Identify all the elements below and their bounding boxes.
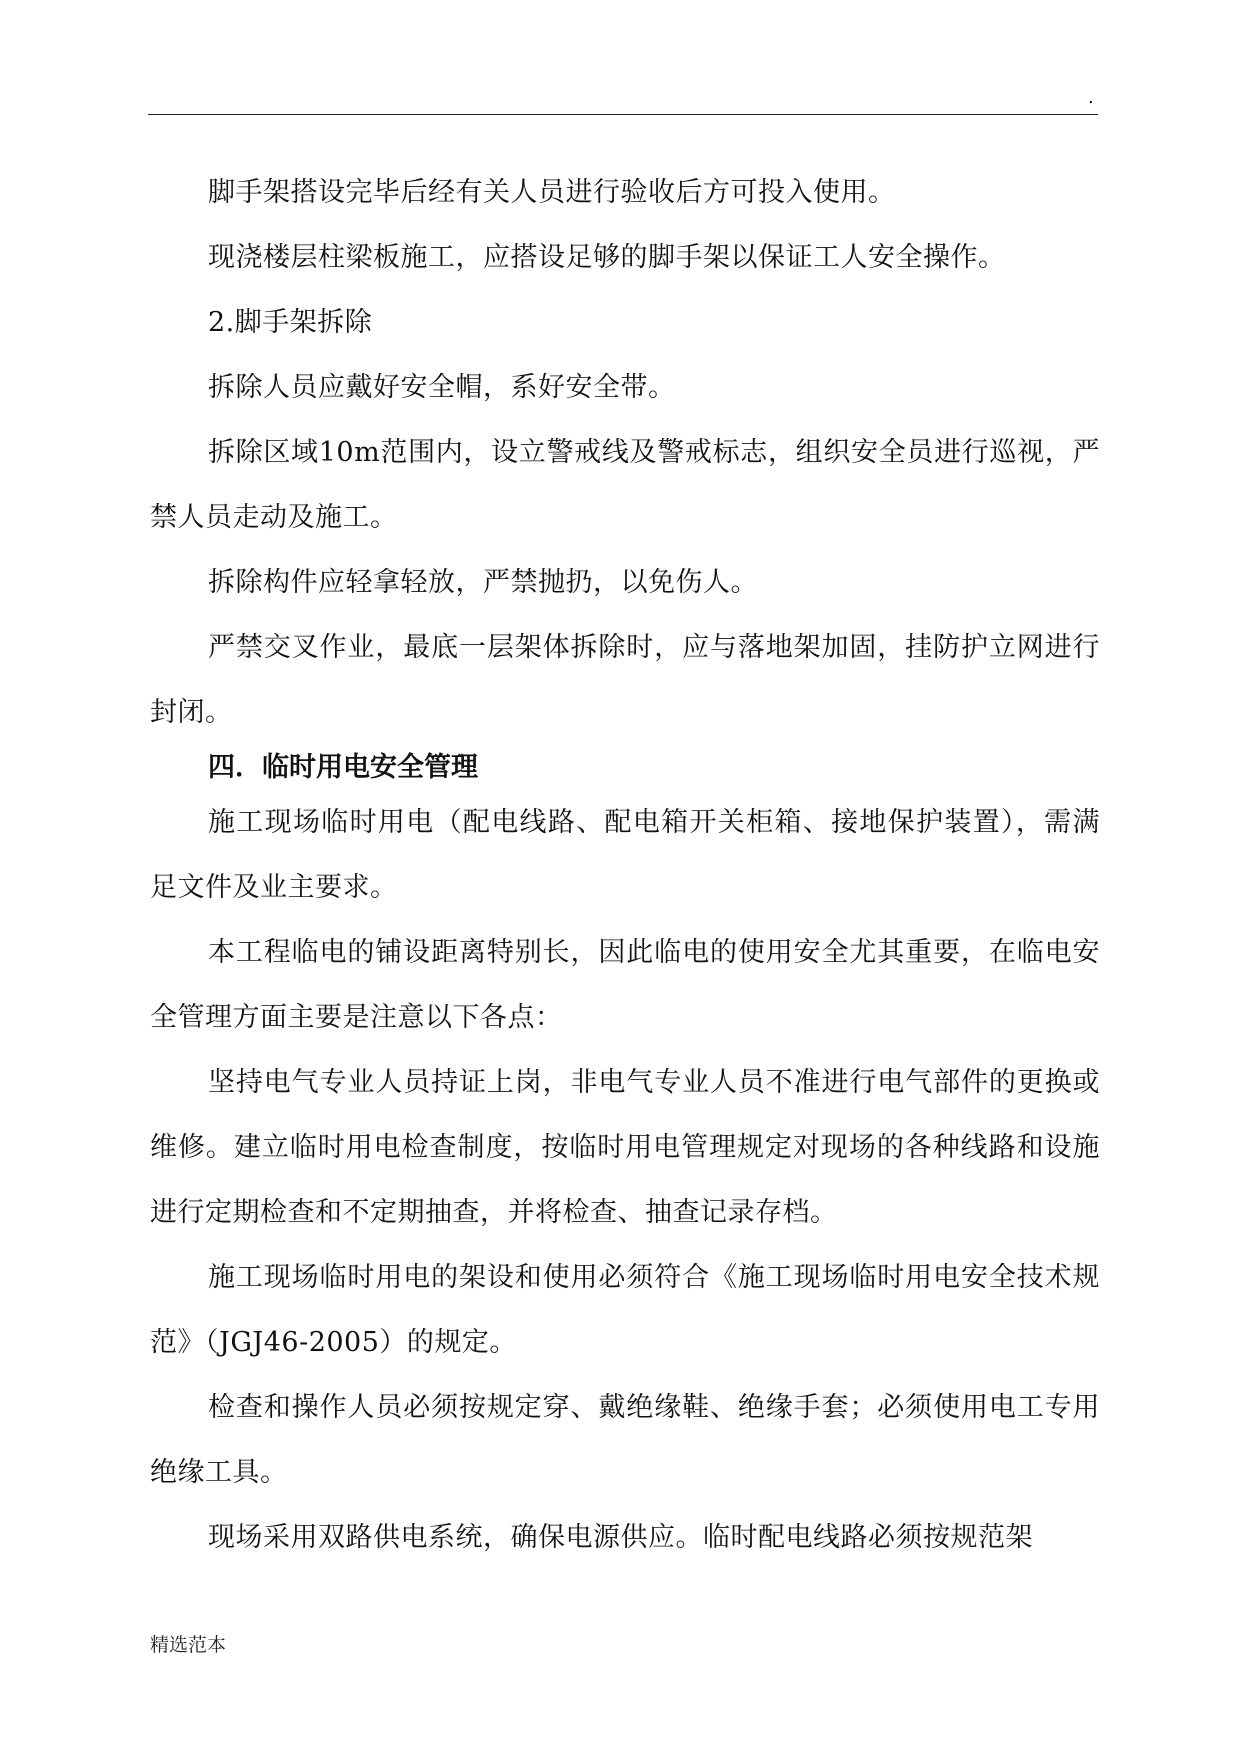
paragraph-temporary-power: 施工现场临时用电（配电线路、配电箱开关柜箱、接地保护装置），需满足文件及业主要求。: [150, 807, 1100, 903]
paragraph-standard-compliance: 施工现场临时用电的架设和使用必须符合《施工现场临时用电安全技术规范》（JGJ46-2005）的规定。: [150, 1262, 1100, 1358]
paragraph-dual-supply: 现场采用双路供电系统，确保电源供应。临时配电线路必须按规范架: [208, 1522, 1033, 1553]
section-heading-electricity: 四．临时用电安全管理: [208, 752, 478, 783]
header-mark: .: [1088, 87, 1094, 108]
paragraph-power-distance: 本工程临电的铺设距离特别长，因此临电的使用安全尤其重要，在临电安全管理方面主要是注意以下各点：: [150, 937, 1100, 1033]
header-divider: [148, 114, 1098, 115]
paragraph-cast-in-place: 现浇楼层柱梁板施工，应搭设足够的脚手架以保证工人安全操作。: [208, 242, 1006, 273]
paragraph-handle-components: 拆除构件应轻拿轻放，严禁抛扔，以免伤人。: [208, 567, 758, 598]
paragraph-insulation: 检查和操作人员必须按规定穿、戴绝缘鞋、绝缘手套；必须使用电工专用绝缘工具。: [150, 1392, 1100, 1488]
paragraph-cross-work: 严禁交叉作业，最底一层架体拆除时，应与落地架加固，挂防护立网进行封闭。: [150, 632, 1100, 728]
document-body: [150, 160, 1100, 1570]
paragraph-certified-staff: 坚持电气专业人员持证上岗，非电气专业人员不准进行电气部件的更换或维修。建立临时用电检查制度，按临时用电管理规定对现场的各种线路和设施进行定期检查和不定期抽查，并将检查、抽查记录存档。: [150, 1067, 1100, 1228]
subheading-scaffold-removal: 2.脚手架拆除: [208, 307, 373, 338]
paragraph-acceptance: 脚手架搭设完毕后经有关人员进行验收后方可投入使用。: [208, 177, 896, 208]
paragraph-helmet: 拆除人员应戴好安全帽，系好安全带。: [208, 372, 676, 403]
paragraph-warning-zone: 拆除区域10m范围内，设立警戒线及警戒标志，组织安全员进行巡视，严禁人员走动及施工。: [150, 437, 1100, 533]
footer-label: 精选范本: [150, 1634, 227, 1656]
